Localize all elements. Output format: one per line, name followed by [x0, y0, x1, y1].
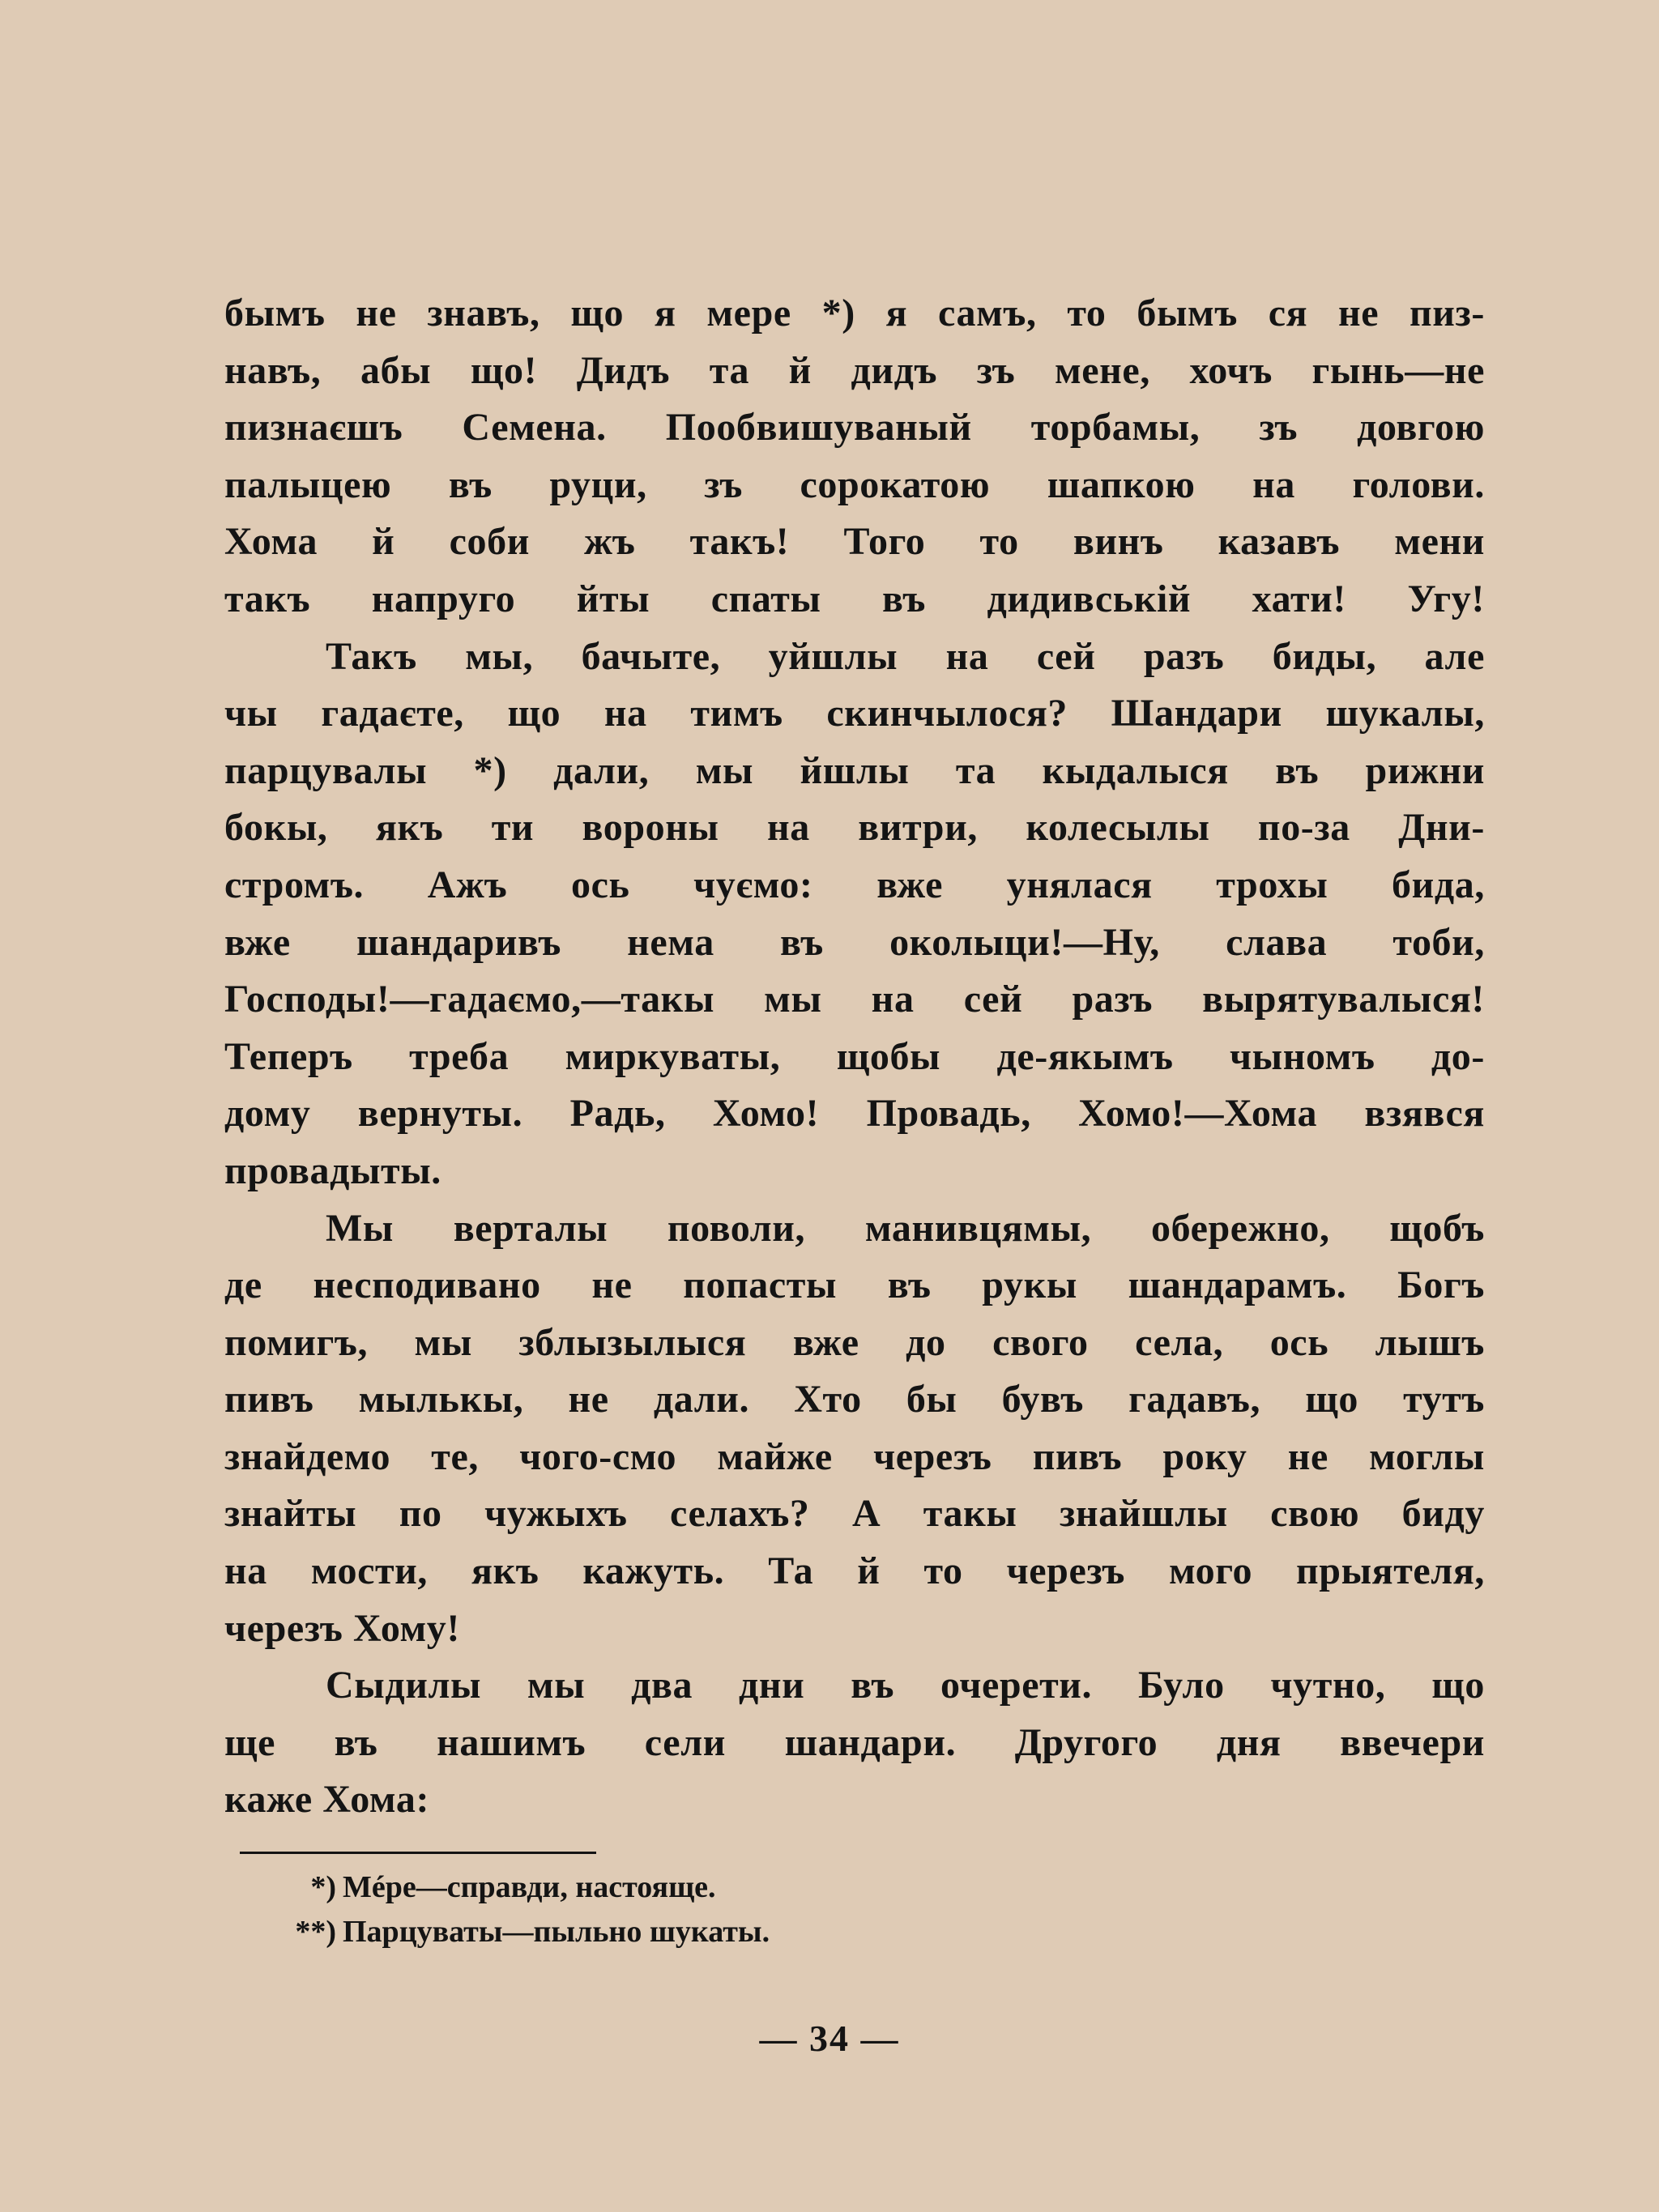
text-line: стромъ. Ажъ ось чуємо: вже унялася трохы бида,	[224, 863, 1485, 906]
footnote-2	[279, 1910, 1009, 1954]
text-line: знайты по чужыхъ селахъ? А такы знайшлы свою биду	[224, 1492, 1485, 1536]
footnote-mark: *)	[310, 1870, 336, 1904]
footnote-mark: **)	[295, 1915, 336, 1949]
text-line: навъ, абы що! Дидъ та й дидъ зъ мене, хочъ гынь—не	[224, 348, 1485, 392]
paragraph-3	[224, 1200, 1485, 1658]
footnote-1	[279, 1865, 1009, 1910]
text-line: каже Хома:	[224, 1778, 430, 1822]
text-line: чы гадаєте, що на тимъ скинчылося? Шандари шукалы,	[224, 692, 1485, 735]
text-line: пизнаєшъ Семена. Пообвишуваный торбамы, зъ довгою	[224, 406, 1485, 450]
text-line: черезъ Хому!	[224, 1606, 460, 1650]
text-line: Господы!—гадаємо,—такы мы на сей разъ вырятувалыся!	[224, 978, 1485, 1021]
text-line: де несподивано не попасты въ рукы шандарамъ. Богъ	[224, 1264, 1485, 1307]
text-line: пивъ мылькы, не дали. Хто бы бувъ гадавъ, що тутъ	[224, 1378, 1485, 1421]
text-line: бымъ не знавъ, що я мере *) я самъ, то бымъ ся не пиз-	[224, 292, 1485, 335]
text-line: на мости, якъ кажуть. Та й то черезъ мого прыятеля,	[224, 1549, 1485, 1593]
text-line: дому вернуты. Радь, Хомо! Провадь, Хомо!—Хома взявся	[224, 1092, 1485, 1136]
text-line: провадыты.	[224, 1149, 441, 1192]
text-line: такъ напруго йты спаты въ дидивській хати! Угу!	[224, 577, 1485, 620]
page-number: — 34 —	[759, 2018, 900, 2059]
text-line: ще въ нашимъ сели шандари. Другого дня ввечери	[224, 1720, 1485, 1764]
text-line: вже шандаривъ нема въ околыци!—Ну, слава тоби,	[224, 920, 1485, 964]
text-line: Мы верталы поволи, манивцямы, обережно, щобъ	[326, 1206, 1485, 1250]
text-line: знайдемо те, чого-смо майже черезъ пивъ року не моглы	[224, 1434, 1485, 1478]
paragraph-1	[224, 285, 1485, 629]
footnote-text: Парцуваты—пыльно шукаты.	[343, 1915, 770, 1949]
text-line: палыцею въ руци, зъ сорокатою шапкою на голови.	[224, 462, 1485, 506]
footnote-divider	[240, 1852, 596, 1854]
text-line: бокы, якъ ти вороны на витри, колесылы по-за Дни-	[224, 806, 1485, 850]
text-line: Такъ мы, бачыте, уйшлы на сей разъ биды, але	[326, 634, 1485, 678]
text-line: парцувалы *) дали, мы йшлы та кыдалыся въ рижни	[224, 748, 1485, 792]
footnote-text: Мéре—справди, настояще.	[343, 1870, 716, 1904]
text-line: Сыдилы мы два дни въ очерети. Було чутно, що	[326, 1664, 1485, 1707]
paragraph-2	[224, 629, 1485, 1200]
body-text	[224, 285, 1485, 1829]
text-line: помигъ, мы зблызылыся вже до свого села, ось лышъ	[224, 1320, 1485, 1364]
text-line: Теперъ треба миркуваты, щобы де-якымъ чыномъ до-	[224, 1034, 1485, 1078]
text-line: Хома й соби жъ такъ! Того то винъ казавъ мени	[224, 520, 1485, 564]
footnotes	[279, 1865, 1009, 1954]
paragraph-4	[224, 1657, 1485, 1829]
